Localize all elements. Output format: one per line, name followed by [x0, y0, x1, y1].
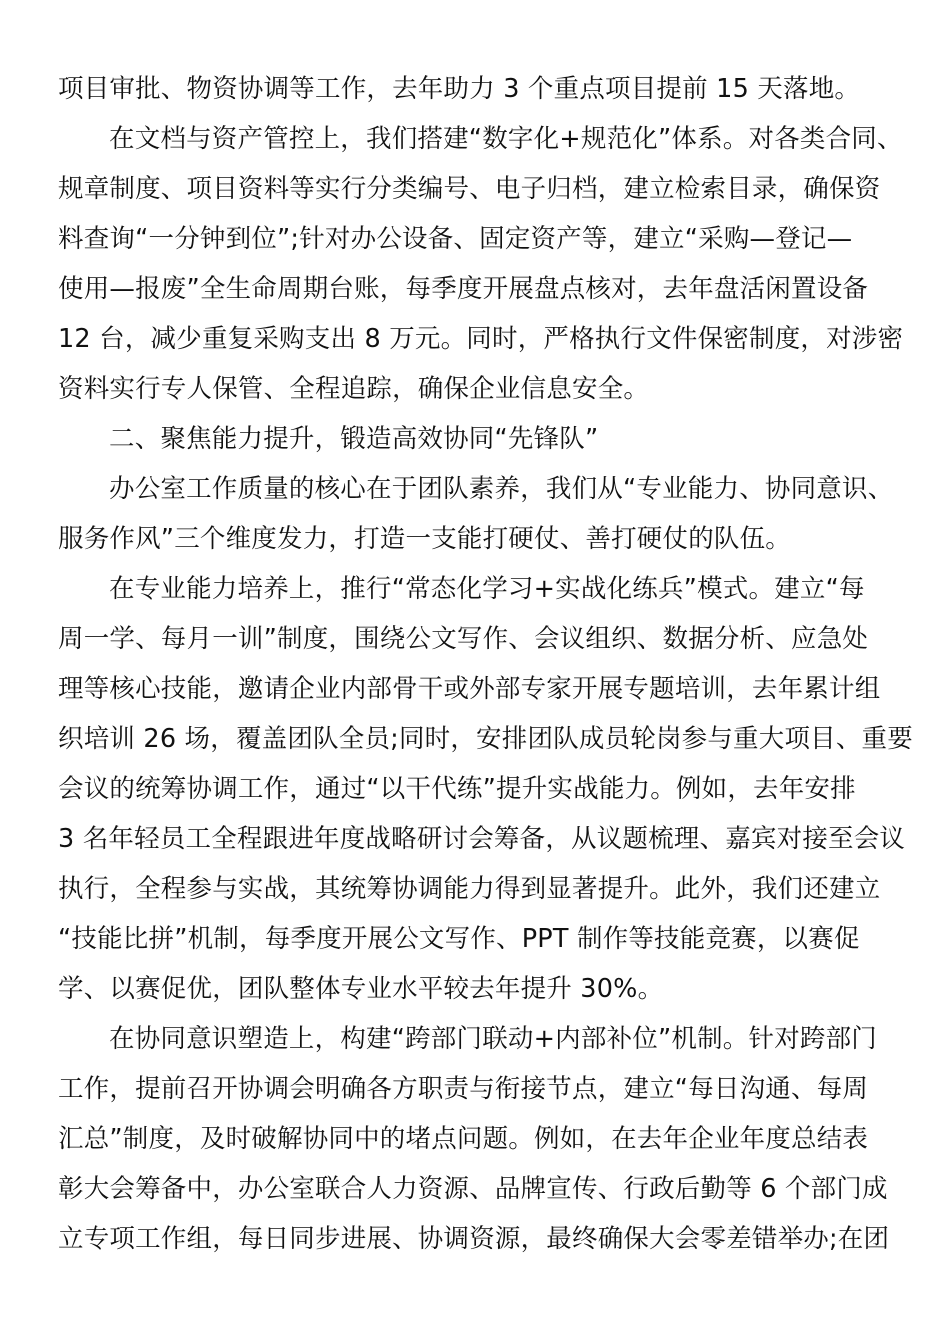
text-line: 理等核心技能，邀请企业内部骨干或外部专家开展专题培训，去年累计组 [58, 674, 881, 704]
text-line: 会议的统筹协调工作，通过“以干代练”提升实战能力。例如，去年安排 [58, 774, 856, 804]
text-line: 规章制度、项目资料等实行分类编号、电子归档，建立检索目录，确保资 [58, 174, 881, 204]
text-line: 织培训 26 场，覆盖团队全员;同时，安排团队成员轮岗参与重大项目、重要 [58, 724, 913, 754]
section-heading: 二、聚焦能力提升，锻造高效协同“先锋队” [109, 424, 599, 454]
text-line: 周一学、每月一训”制度，围绕公文写作、会议组织、数据分析、应急处 [58, 624, 869, 654]
text-line: 汇总”制度，及时破解协同中的堵点问题。例如，在去年企业年度总结表 [58, 1124, 869, 1154]
text-line: 料查询“一分钟到位”;针对办公设备、固定资产等，建立“采购—登记— [58, 224, 853, 254]
text-line: 彰大会筹备中，办公室联合人力资源、品牌宣传、行政后勤等 6 个部门成 [58, 1174, 888, 1204]
text-line: 在专业能力培养上，推行“常态化学习+实战化练兵”模式。建立“每 [109, 574, 865, 604]
text-line: 立专项工作组，每日同步进展、协调资源，最终确保大会零差错举办;在团 [58, 1224, 890, 1254]
text-line: 在文档与资产管控上，我们搭建“数字化+规范化”体系。对各类合同、 [109, 124, 903, 154]
text-line: “技能比拼”机制，每季度开展公文写作、PPT 制作等技能竞赛，以赛促 [58, 924, 860, 954]
text-line: 服务作风”三个维度发力，打造一支能打硬仗、善打硬仗的队伍。 [58, 524, 792, 554]
text-line: 在协同意识塑造上，构建“跨部门联动+内部补位”机制。针对跨部门 [109, 1024, 877, 1054]
text-line: 工作，提前召开协调会明确各方职责与衔接节点，建立“每日沟通、每周 [58, 1074, 869, 1104]
text-line: 执行，全程参与实战，其统筹协调能力得到显著提升。此外，我们还建立 [58, 874, 881, 904]
text-line: 项目审批、物资协调等工作，去年助力 3 个重点项目提前 15 天落地。 [58, 74, 861, 104]
text-line: 办公室工作质量的核心在于团队素养，我们从“专业能力、协同意识、 [109, 474, 894, 504]
text-line: 3 名年轻员工全程跟进年度战略研讨会筹备，从议题梳理、嘉宾对接至会议 [58, 824, 906, 854]
text-line: 资料实行专人保管、全程追踪，确保企业信息安全。 [58, 374, 650, 404]
text-line: 学、以赛促优，团队整体专业水平较去年提升 30%。 [58, 974, 664, 1004]
text-line: 12 台，减少重复采购支出 8 万元。同时，严格执行文件保密制度，对涉密 [58, 324, 904, 354]
text-line: 使用—报废”全生命周期台账，每季度开展盘点核对，去年盘活闲置设备 [58, 274, 869, 304]
document-body [58, 64, 913, 1264]
